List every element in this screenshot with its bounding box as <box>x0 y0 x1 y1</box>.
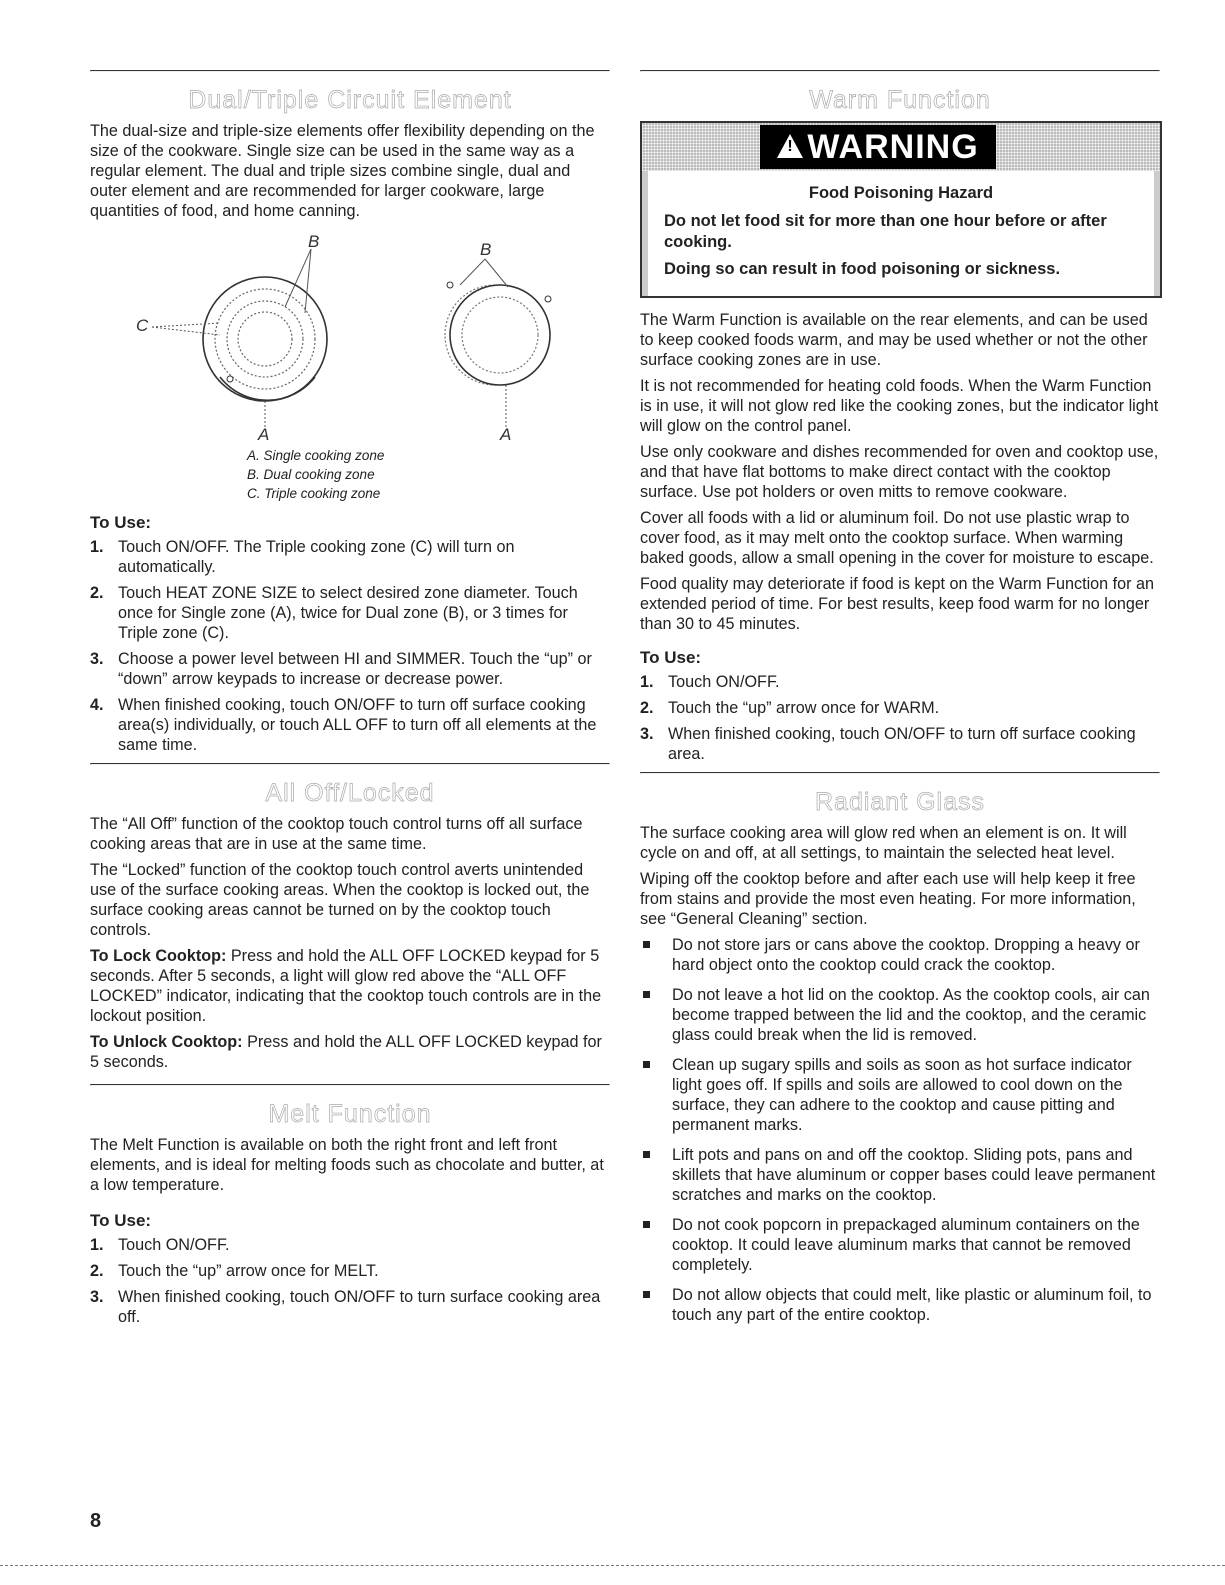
warning-body <box>642 171 1160 296</box>
warm-paragraph: Food quality may deteriorate if food is kept on the Warm Function for an extended period of time. For best results, keep food warm for no longer than 30 to 45 minutes. <box>640 575 1155 633</box>
unlock-cooktop-paragraph: To Unlock Cooktop: Press and hold the ALL OFF LOCKED keypad for 5 seconds. <box>90 1033 602 1071</box>
caption-b: B. Dual cooking zone <box>247 467 375 482</box>
element-diagram-svg <box>90 227 610 442</box>
melt-intro: The Melt Function is available on both the right front and left front elements, and is ideal for melting foods such as chocolate and butter, at a low temperature. <box>90 1136 604 1194</box>
warm-paragraph: Cover all foods with a lid or aluminum foil. Do not use plastic wrap to cover food, as it may melt onto the cooktop surface. When warming baked goods, allow a small opening in the cover for moisture to escape. <box>640 509 1154 567</box>
element-diagram <box>90 227 610 442</box>
warning-label: !WARNING <box>760 125 996 169</box>
warning-band <box>642 123 1160 171</box>
diagram-captions <box>247 446 610 503</box>
dual-intro: The dual-size and triple-size elements offer flexibility depending on the size of the cookware. Single size can be used in the same way as a regular element. The dual and triple sizes combine single, dual and outer element and are recommended for larger cookware, large quantities of food, and home canning. <box>90 122 595 220</box>
warm-paragraph: Use only cookware and dishes recommended for oven and cooktop use, and that have flat bottoms to make direct contact with the cooktop surface. Use pot holders or oven mitts to remove cookware. <box>640 443 1159 501</box>
warm-paragraph: It is not recommended for heating cold foods. When the Warm Function is in use, it will not glow red like the cooking zones, but the indicator light will glow on the control panel. <box>640 377 1159 435</box>
dual-to-use-heading: To Use: <box>90 513 152 532</box>
diagram-label-b-left: B <box>308 232 320 251</box>
radiant-bullets <box>640 935 1160 1325</box>
section-title-all-off: All Off/Locked <box>265 779 435 807</box>
page-bottom-edge <box>0 1565 1225 1566</box>
dual-step: 3. Choose a power level between HI and SIMMER. Touch the “up” or “down” arrow keypads to increase or decrease power. <box>90 650 592 688</box>
bullet-square-icon <box>643 1221 650 1228</box>
section-title-dual-triple: Dual/Triple Circuit Element <box>188 86 512 114</box>
diagram-label-b-right: B <box>480 240 492 259</box>
section-divider <box>640 772 1160 774</box>
dual-step: 1. Touch ON/OFF. The Triple cooking zone (C) will turn on automatically. <box>90 538 515 576</box>
section-divider <box>90 1084 610 1086</box>
list-item: Clean up sugary spills and soils as soon as hot surface indicator light goes off. If spills and soils are allowed to cool down on the surface, they can adhere to the cooktop and cause pitting and permanent marks. <box>640 1055 1160 1135</box>
warning-line-2: Doing so can result in food poisoning or sickness. <box>664 260 1061 278</box>
section-title-warm: Warm Function <box>809 86 991 114</box>
lock-label: To Lock Cooktop: <box>90 947 227 965</box>
bullet-square-icon <box>643 991 650 998</box>
warm-step: 1. Touch ON/OFF. <box>640 673 780 691</box>
caption-a: A. Single cooking zone <box>247 448 385 463</box>
warning-line-1: Do not let food sit for more than one hour before or after cooking. <box>664 212 1107 251</box>
section-divider <box>90 70 610 72</box>
diagram-label-a-right: A <box>500 425 512 442</box>
warm-to-use-heading: To Use: <box>640 648 702 667</box>
radiant-p2: Wiping off the cooktop before and after each use will help keep it free from stains and provide the most even heating. For more information, see “General Cleaning” section. <box>640 870 1136 928</box>
warm-step: 2. Touch the “up” arrow once for WARM. <box>640 699 940 717</box>
page-number: 8 <box>90 1510 102 1532</box>
right-column <box>640 70 1160 1335</box>
warning-triangle-icon <box>777 134 803 158</box>
diagram-label-a-left: A <box>258 425 270 442</box>
warning-box <box>640 121 1162 298</box>
section-divider <box>640 70 1160 72</box>
all-off-p1: The “All Off” function of the cooktop touch control turns off all surface cooking areas that are in use at the same time. <box>90 815 583 853</box>
melt-to-use-heading: To Use: <box>90 1211 152 1230</box>
list-item: Do not cook popcorn in prepackaged aluminum containers on the cooktop. It could leave aluminum marks that cannot be removed completely. <box>640 1215 1160 1275</box>
melt-step: 1. Touch ON/OFF. <box>90 1236 230 1254</box>
all-off-p2: The “Locked” function of the cooktop touch control averts unintended use of the surface cooking areas. When the cooktop is locked out, the surface cooking areas cannot be turned on by the cooktop touch controls. <box>90 861 590 939</box>
warm-steps <box>640 672 1160 764</box>
warm-paragraph: The Warm Function is available on the rear elements, and can be used to keep cooked foods warm, and may be used whether or not the other surface cooking zones are in use. <box>640 311 1148 369</box>
list-item: Do not leave a hot lid on the cooktop. As the cooktop cools, air can become trapped between the lid and the cooktop, and the ceramic glass could break when the lid is removed. <box>640 985 1160 1045</box>
dual-step: 2. Touch HEAT ZONE SIZE to select desired zone diameter. Touch once for Single zone (A), twice for Dual zone (B), or 3 times for Triple zone (C). <box>90 584 578 642</box>
list-item: Do not store jars or cans above the cooktop. Dropping a heavy or hard object onto the cooktop could crack the cooktop. <box>640 935 1160 975</box>
section-title-radiant: Radiant Glass <box>814 788 986 816</box>
section-divider <box>90 763 610 765</box>
melt-steps <box>90 1235 610 1327</box>
caption-c: C. Triple cooking zone <box>247 486 381 501</box>
unlock-label: To Unlock Cooktop: <box>90 1033 243 1051</box>
bullet-square-icon <box>643 1061 650 1068</box>
warm-step: 3. When finished cooking, touch ON/OFF to turn off surface cooking area. <box>640 725 1136 763</box>
left-column <box>90 70 610 1333</box>
dual-step: 4. When finished cooking, touch ON/OFF to turn off surface cooking area(s) individually, or touch ALL OFF to turn off all elements at the same time. <box>90 696 597 754</box>
radiant-p1: The surface cooking area will glow red when an element is on. It will cycle on and off, at all settings, to maintain the selected heat level. <box>640 824 1127 862</box>
melt-step: 2. Touch the “up” arrow once for MELT. <box>90 1262 379 1280</box>
list-item: Do not allow objects that could melt, like plastic or aluminum foil, to touch any part of the entire cooktop. <box>640 1285 1160 1325</box>
list-item: Lift pots and pans on and off the cooktop. Sliding pots, pans and skillets that have aluminum or copper bases could leave permanent scratches and marks on the cooktop. <box>640 1145 1160 1205</box>
section-title-melt: Melt Function <box>268 1100 432 1128</box>
bullet-square-icon <box>643 941 650 948</box>
bullet-square-icon <box>643 1291 650 1298</box>
melt-step: 3. When finished cooking, touch ON/OFF to turn surface cooking area off. <box>90 1288 601 1326</box>
lock-cooktop-paragraph: To Lock Cooktop: Press and hold the ALL OFF LOCKED keypad for 5 seconds. After 5 seconds, a light will glow red above the “ALL OFF LOCKED” indicator, indicating that the cooktop touch controls are in the lockout position. <box>90 947 602 1025</box>
dual-steps <box>90 537 610 755</box>
warning-hazard: Food Poisoning Hazard <box>808 184 994 202</box>
bullet-square-icon <box>643 1151 650 1158</box>
diagram-label-c: C <box>136 316 149 335</box>
